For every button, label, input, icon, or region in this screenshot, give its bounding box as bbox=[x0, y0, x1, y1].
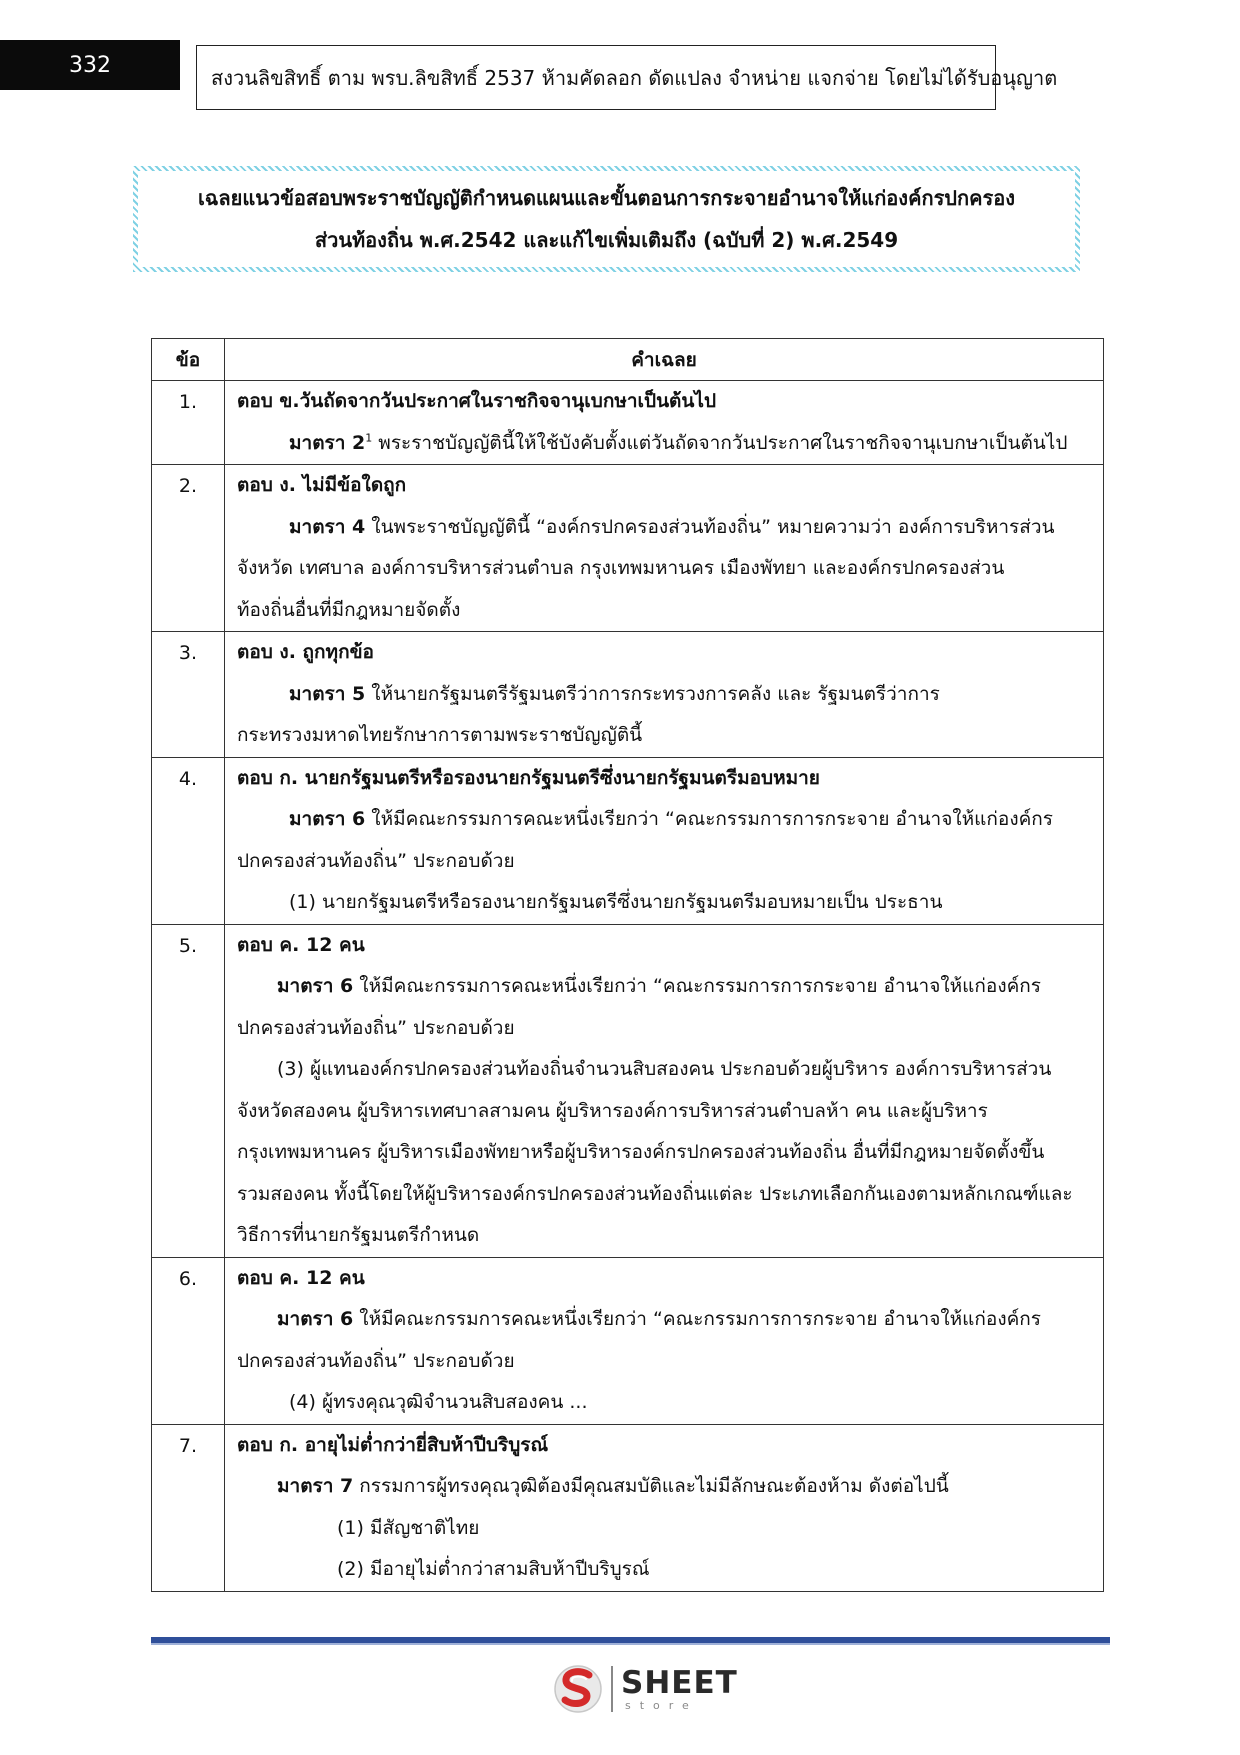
table-row bbox=[152, 1424, 1104, 1591]
answer-choice: ตอบ ง. ถูกทุกข้อ bbox=[237, 641, 374, 663]
row-answer-cell bbox=[225, 1257, 1104, 1424]
law-text: ให้มีคณะกรรมการคณะหนึ่งเรียกว่า “คณะกรรมการการกระจาย อำนาจให้แก่องค์กร bbox=[353, 1308, 1042, 1330]
law-label: มาตรา 6 bbox=[289, 808, 366, 830]
sheet-store-logo bbox=[553, 1661, 738, 1717]
row-answer-cell bbox=[225, 1424, 1104, 1591]
law-subitem: (1) นายกรัฐมนตรีหรือรองนายกรัฐมนตรีซึ่งนายกรัฐมนตรีมอบหมายเป็น ประธาน bbox=[289, 891, 943, 913]
law-text: พระราชบัญญัตินี้ให้ใช้บังคับตั้งแต่วันถัดจากวันประกาศในราชกิจจานุเบกษาเป็นต้นไป bbox=[372, 431, 1068, 454]
law-text-continued: ปกครองส่วนท้องถิ่น” ประกอบด้วย bbox=[237, 849, 515, 872]
page-number: 332 bbox=[0, 40, 180, 90]
row-number: 6. bbox=[152, 1257, 225, 1424]
row-number: 3. bbox=[152, 632, 225, 758]
law-text: ให้นายกรัฐมนตรีรัฐมนตรีว่าการกระทรวงการคลัง และ รัฐมนตรีว่าการ bbox=[365, 682, 940, 705]
answer-choice: ตอบ ก. นายกรัฐมนตรีหรือรองนายกรัฐมนตรีซึ่งนายกรัฐมนตรีมอบหมาย bbox=[237, 766, 820, 789]
row-number: 2. bbox=[152, 465, 225, 632]
footer-rule bbox=[151, 1637, 1110, 1645]
answer-choice: ตอบ ง. ไม่มีข้อใดถูก bbox=[237, 474, 407, 496]
row-answer-cell bbox=[225, 465, 1104, 632]
law-label: มาตรา 2 bbox=[289, 431, 366, 454]
table-row bbox=[152, 1257, 1104, 1424]
law-reference bbox=[237, 1299, 1093, 1341]
row-number: 5. bbox=[152, 924, 225, 1257]
title-line-2: ส่วนท้องถิ่น พ.ศ.2542 และแก้ไขเพิ่มเติมถึง (ฉบับที่ 2) พ.ศ.2549 bbox=[314, 228, 899, 252]
law-reference bbox=[237, 674, 1093, 716]
law-subitem-continued: รวมสองคน ทั้งนี้โดยให้ผู้บริหารองค์กรปกครองส่วนท้องถิ่นแต่ละ ประเภทเลือกกันเองตามหลักเกณฑ์และ bbox=[237, 1182, 1073, 1205]
law-reference bbox=[237, 507, 1093, 549]
row-answer-cell bbox=[225, 381, 1104, 465]
law-text: ในพระราชบัญญัตินี้ “องค์กรปกครองส่วนท้องถิ่น” หมายความว่า องค์การบริหารส่วน bbox=[365, 515, 1055, 538]
answer-choice: ตอบ ค. 12 คน bbox=[237, 1266, 365, 1289]
table-row bbox=[152, 465, 1104, 632]
answer-choice: ตอบ ก. อายุไม่ต่ำกว่ายี่สิบห้าปีบริบูรณ์ bbox=[237, 1433, 549, 1456]
law-text-continued: ปกครองส่วนท้องถิ่น” ประกอบด้วย bbox=[237, 1349, 515, 1372]
law-subitem: (1) มีสัญชาติไทย bbox=[337, 1516, 480, 1539]
law-text-continued: ท้องถิ่นอื่นที่มีกฎหมายจัดตั้ง bbox=[237, 598, 461, 621]
law-subitem-continued: วิธีการที่นายกรัฐมนตรีกำหนด bbox=[237, 1224, 480, 1246]
document-title bbox=[138, 171, 1075, 267]
law-label: มาตรา 6 bbox=[277, 1308, 354, 1330]
row-answer-cell bbox=[225, 632, 1104, 758]
law-text-continued: ปกครองส่วนท้องถิ่น” ประกอบด้วย bbox=[237, 1016, 515, 1039]
answer-table bbox=[151, 338, 1104, 1592]
row-number: 4. bbox=[152, 757, 225, 924]
row-number: 7. bbox=[152, 1424, 225, 1591]
logo-subtext: store bbox=[625, 1698, 698, 1712]
law-subitem: (2) มีอายุไม่ต่ำกว่าสามสิบห้าปีบริบูรณ์ bbox=[337, 1558, 650, 1580]
title-box bbox=[133, 166, 1080, 272]
table-header-row bbox=[152, 339, 1104, 381]
table-row bbox=[152, 924, 1104, 1257]
law-subitem: (4) ผู้ทรงคุณวุฒิจำนวนสิบสองคน ... bbox=[289, 1391, 588, 1413]
answer-choice: ตอบ ค. 12 คน bbox=[237, 933, 365, 956]
law-text-continued: กระทรวงมหาดไทยรักษาการตามพระราชบัญญัตินี้ bbox=[237, 724, 643, 746]
law-text-continued: จังหวัด เทศบาล องค์การบริหารส่วนตำบล กรุงเทพมหานคร เมืองพัทยา และองค์กรปกครองส่วน bbox=[237, 557, 1005, 579]
footnote-marker: 1 bbox=[365, 431, 373, 445]
table-row bbox=[152, 757, 1104, 924]
law-reference bbox=[237, 799, 1093, 841]
header-no: ข้อ bbox=[152, 339, 225, 381]
table-row bbox=[152, 632, 1104, 758]
row-answer-cell bbox=[225, 757, 1104, 924]
table-row bbox=[152, 381, 1104, 465]
law-label: มาตรา 4 bbox=[289, 515, 366, 538]
sheet-store-s-icon bbox=[553, 1663, 603, 1715]
row-answer-cell bbox=[225, 924, 1104, 1257]
law-label: มาตรา 5 bbox=[289, 682, 366, 705]
law-label: มาตรา 7 bbox=[277, 1475, 354, 1497]
row-number: 1. bbox=[152, 381, 225, 465]
law-label: มาตรา 6 bbox=[277, 975, 354, 997]
law-reference bbox=[237, 423, 1093, 465]
copyright-notice: สงวนลิขสิทธิ์ ตาม พรบ.ลิขสิทธิ์ 2537 ห้ามคัดลอก ดัดแปลง จำหน่าย แจกจ่าย โดยไม่ได้รับอนุญาต bbox=[196, 45, 996, 110]
title-line-1: เฉลยแนวข้อสอบพระราชบัญญัติกำหนดแผนและขั้นตอนการกระจายอำนาจให้แก่องค์กรปกครอง bbox=[197, 186, 1016, 210]
law-reference bbox=[237, 1466, 1093, 1508]
law-text: ให้มีคณะกรรมการคณะหนึ่งเรียกว่า “คณะกรรมการการกระจาย อำนาจให้แก่องค์กร bbox=[365, 808, 1054, 830]
law-reference bbox=[237, 966, 1093, 1008]
law-subitem: (3) ผู้แทนองค์กรปกครองส่วนท้องถิ่นจำนวนสิบสองคน ประกอบด้วยผู้บริหาร องค์การบริหารส่วน bbox=[277, 1058, 1052, 1080]
law-text: กรรมการผู้ทรงคุณวุฒิต้องมีคุณสมบัติและไม่มีลักษณะต้องห้าม ดังต่อไปนี้ bbox=[353, 1475, 949, 1497]
logo-wordmark: SHEET bbox=[621, 1664, 738, 1701]
header-answer: คำเฉลย bbox=[225, 339, 1104, 381]
logo-text bbox=[621, 1664, 738, 1712]
answer-choice: ตอบ ข.วันถัดจากวันประกาศในราชกิจจานุเบกษาเป็นต้นไป bbox=[237, 390, 716, 412]
logo-divider bbox=[611, 1666, 613, 1712]
law-text: ให้มีคณะกรรมการคณะหนึ่งเรียกว่า “คณะกรรมการการกระจาย อำนาจให้แก่องค์กร bbox=[353, 975, 1042, 997]
law-subitem-continued: กรุงเทพมหานคร ผู้บริหารเมืองพัทยาหรือผู้บริหารองค์กรปกครองส่วนท้องถิ่น อื่นที่มีกฎหมายจัดตั้งขึ้น bbox=[237, 1141, 1045, 1163]
law-subitem-continued: จังหวัดสองคน ผู้บริหารเทศบาลสามคน ผู้บริหารองค์การบริหารส่วนตำบลห้า คน และผู้บริหาร bbox=[237, 1099, 988, 1122]
